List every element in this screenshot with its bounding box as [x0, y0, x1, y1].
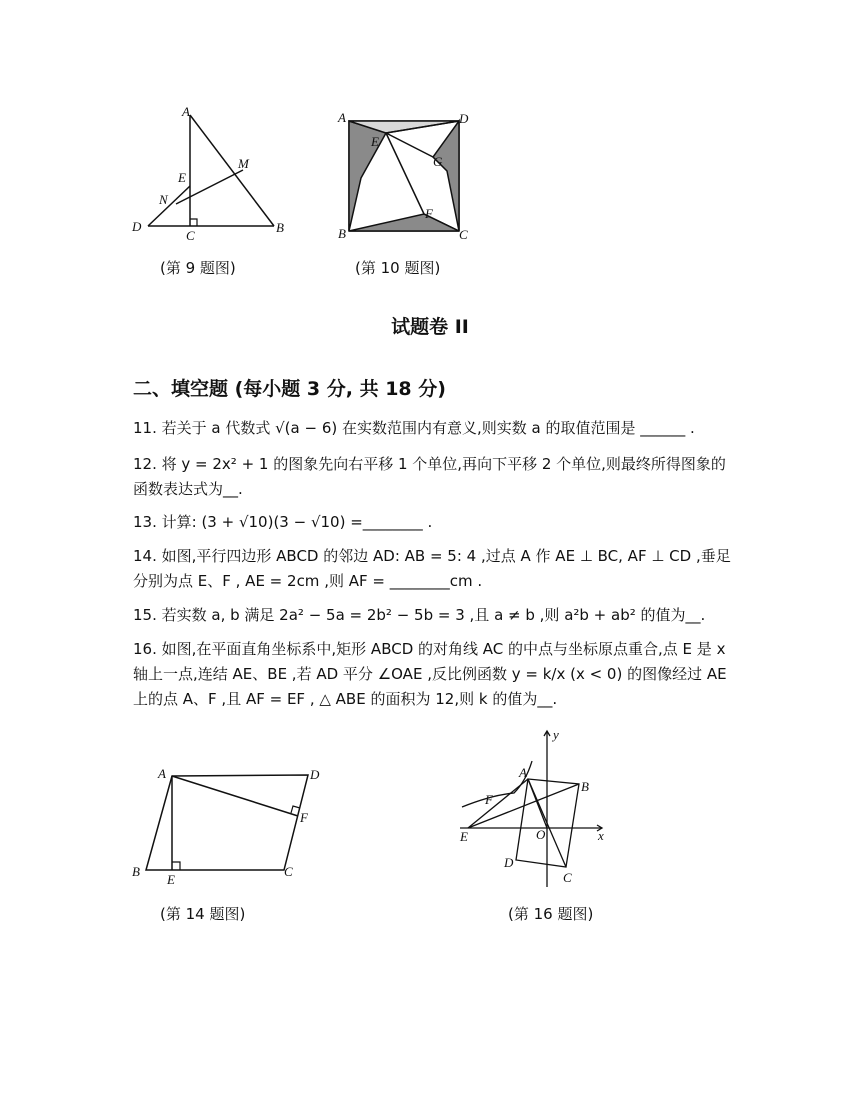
- label-F: F: [485, 792, 493, 807]
- label-x: x: [598, 828, 604, 843]
- label-A: A: [158, 766, 166, 781]
- question-15-text: 15. 若实数 a, b 满足 2a² − 5a = 2b² − 5b = 3 ,且 a ≠ b ,则 a²b + ab² 的值为__.: [133, 606, 706, 624]
- question-15: [133, 603, 733, 628]
- label-D: D: [504, 855, 514, 870]
- question-14: [133, 544, 733, 594]
- label-E: E: [460, 829, 468, 844]
- question-11-text: 11. 若关于 a 代数式 √(a − 6) 在实数范围内有意义,则实数 a 的取值范围是 ______ .: [133, 419, 695, 437]
- label-B: B: [276, 220, 284, 235]
- label-D: D: [310, 767, 320, 782]
- label-C: C: [563, 870, 572, 885]
- label-D: D: [132, 219, 142, 234]
- label-C: C: [284, 864, 293, 879]
- label-y: y: [553, 727, 559, 742]
- section-title: 二、填空题 (每小题 3 分, 共 18 分): [133, 378, 446, 400]
- question-13: [133, 510, 733, 535]
- figure-14-caption: (第 14 题图): [160, 905, 246, 923]
- figure-14: [128, 762, 333, 887]
- label-A: A: [182, 104, 190, 119]
- label-E: E: [371, 134, 379, 149]
- question-12: [133, 452, 733, 502]
- label-F: F: [300, 810, 308, 825]
- label-B: B: [132, 864, 140, 879]
- label-F: F: [425, 206, 433, 221]
- question-11: [133, 416, 733, 441]
- question-12-text: 12. 将 y = 2x² + 1 的图象先向右平移 1 个单位,再向下平移 2 个单位,则最终所得图象的函数表达式为__.: [133, 455, 726, 498]
- question-13-text: 13. 计算: (3 + √10)(3 − √10) =________ .: [133, 513, 433, 531]
- label-E: E: [178, 170, 186, 185]
- figure-16-caption: (第 16 题图): [508, 905, 594, 923]
- label-D: D: [459, 111, 469, 126]
- label-C: C: [186, 228, 195, 242]
- label-B: B: [581, 779, 589, 794]
- figure-9: [128, 100, 293, 242]
- question-14-text: 14. 如图,平行四边形 ABCD 的邻边 AD: AB = 5: 4 ,过点 A 作 AE ⊥ BC, AF ⊥ CD ,垂足分别为点 E、F , AE = 2cm ,则 AF = ________cm .: [133, 547, 731, 590]
- paper-title: 试题卷 II: [391, 316, 469, 338]
- label-G: G: [433, 154, 443, 169]
- label-A: A: [338, 110, 346, 125]
- label-A: A: [519, 765, 527, 780]
- label-B: B: [338, 226, 346, 241]
- label-C: C: [459, 227, 468, 242]
- label-N: N: [159, 192, 168, 207]
- label-O: O: [536, 827, 546, 842]
- question-16: [133, 637, 733, 712]
- question-16-text: 16. 如图,在平面直角坐标系中,矩形 ABCD 的对角线 AC 的中点与坐标原点重合,点 E 是 x 轴上一点,连结 AE、BE ,若 AD 平分 ∠OAE ,反比例函数 y = k/x (x < 0) 的图像经过 AE 上的点 A、F ,且 AF = EF , △ ABE 的面积为 12,则 k 的值为__.: [133, 640, 727, 708]
- figure-10: [333, 108, 478, 243]
- label-E: E: [167, 872, 175, 887]
- figure-16: [452, 727, 617, 892]
- figure-9-caption: (第 9 题图): [160, 259, 236, 277]
- label-M: M: [238, 156, 249, 171]
- figure-10-caption: (第 10 题图): [355, 259, 441, 277]
